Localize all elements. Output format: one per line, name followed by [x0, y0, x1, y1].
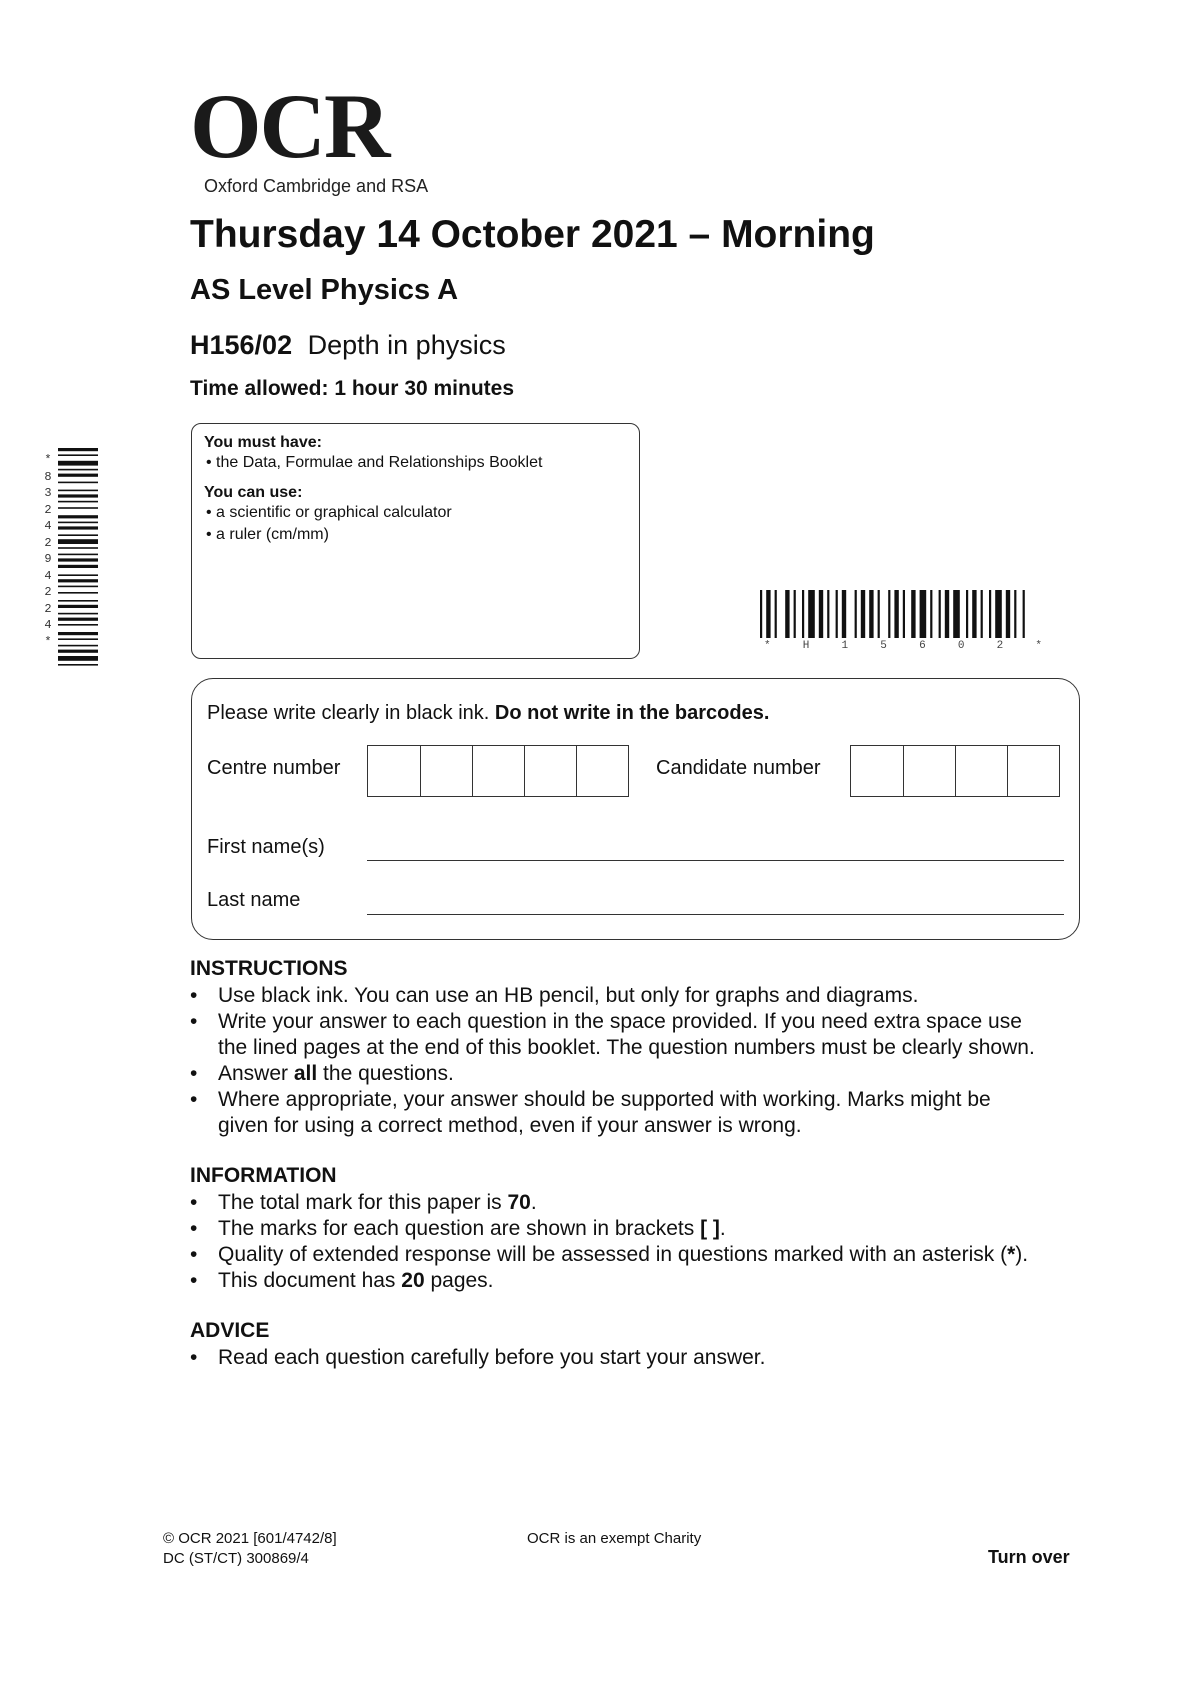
advice-heading: ADVICE [190, 1319, 270, 1342]
instruction-item: • Answer all the questions. [190, 1061, 1090, 1087]
candidate-number-label: Candidate number [656, 757, 821, 779]
last-name-label: Last name [207, 889, 301, 911]
horizontal-barcode-digits: * H 1 5 6 0 2 * [764, 640, 1042, 652]
instructions-list [190, 983, 1090, 1139]
advice-item: • Read each question carefully before you start your answer. [190, 1345, 1090, 1371]
candidate-number-boxes[interactable] [850, 745, 1060, 797]
can-use-item: • a scientific or graphical calculator [206, 504, 452, 521]
candidate-digit-box[interactable] [955, 746, 1007, 796]
centre-digit-box[interactable] [472, 746, 524, 796]
charity-note: OCR is an exempt Charity [527, 1530, 702, 1547]
must-have-heading: You must have: [204, 434, 322, 451]
centre-number-label: Centre number [207, 757, 341, 779]
candidate-digit-box[interactable] [851, 746, 903, 796]
instruction-item: • Write your answer to each question in the space provided. If you need extra space use the lined pages at the end of this booklet. The question numbers must be clearly shown. [190, 1009, 1090, 1061]
exam-date: Thursday 14 October 2021 – Morning [190, 213, 875, 256]
centre-digit-box[interactable] [420, 746, 472, 796]
paper-title: Depth in physics [307, 330, 506, 360]
horizontal-barcode [760, 590, 1046, 646]
centre-digit-box[interactable] [524, 746, 576, 796]
information-item: • This document has 20 pages. [190, 1268, 1090, 1294]
time-allowed: Time allowed: 1 hour 30 minutes [190, 377, 515, 400]
instructions-heading: INSTRUCTIONS [190, 957, 348, 980]
can-use-item: • a ruler (cm/mm) [206, 526, 329, 543]
last-name-line[interactable] [367, 914, 1064, 915]
information-heading: INFORMATION [190, 1164, 337, 1187]
vertical-barcode [58, 448, 98, 678]
vertical-barcode-digits: * 8 3 2 4 2 9 4 2 2 4 * [44, 453, 52, 649]
turn-over: Turn over [988, 1547, 1070, 1567]
centre-digit-box[interactable] [368, 746, 420, 796]
information-item: • The marks for each question are shown in brackets [ ]. [190, 1216, 1090, 1242]
candidate-digit-box[interactable] [903, 746, 955, 796]
must-have-item: • the Data, Formulae and Relationships Booklet [206, 454, 543, 471]
exam-level: AS Level Physics A [190, 274, 459, 306]
requirements-box [191, 423, 640, 659]
ocr-logo-subtitle: Oxford Cambridge and RSA [204, 176, 429, 196]
copyright: © OCR 2021 [601/4742/8] [163, 1530, 337, 1547]
first-name-label: First name(s) [207, 836, 325, 858]
centre-digit-box[interactable] [576, 746, 628, 796]
first-name-line[interactable] [367, 860, 1064, 861]
dc-reference: DC (ST/CT) 300869/4 [163, 1550, 309, 1567]
advice-list [190, 1345, 1090, 1371]
information-list [190, 1190, 1090, 1294]
centre-number-boxes[interactable] [367, 745, 629, 797]
information-item: • The total mark for this paper is 70. [190, 1190, 1090, 1216]
can-use-heading: You can use: [204, 484, 303, 501]
paper-code: H156/02 [190, 330, 293, 360]
write-clearly-note: Please write clearly in black ink. Do not write in the barcodes. [207, 702, 770, 724]
information-item: • Quality of extended response will be assessed in questions marked with an asterisk (*). [190, 1242, 1090, 1268]
instruction-item: • Use black ink. You can use an HB pencil, but only for graphs and diagrams. [190, 983, 1090, 1009]
instruction-item: • Where appropriate, your answer should be supported with working. Marks might be given for using a correct method, even if your answer is wrong. [190, 1087, 1090, 1139]
paper-code-line [190, 330, 506, 361]
footer-left [163, 1529, 337, 1569]
ocr-logo-wordmark: OCR [190, 75, 389, 177]
candidate-digit-box[interactable] [1007, 746, 1059, 796]
